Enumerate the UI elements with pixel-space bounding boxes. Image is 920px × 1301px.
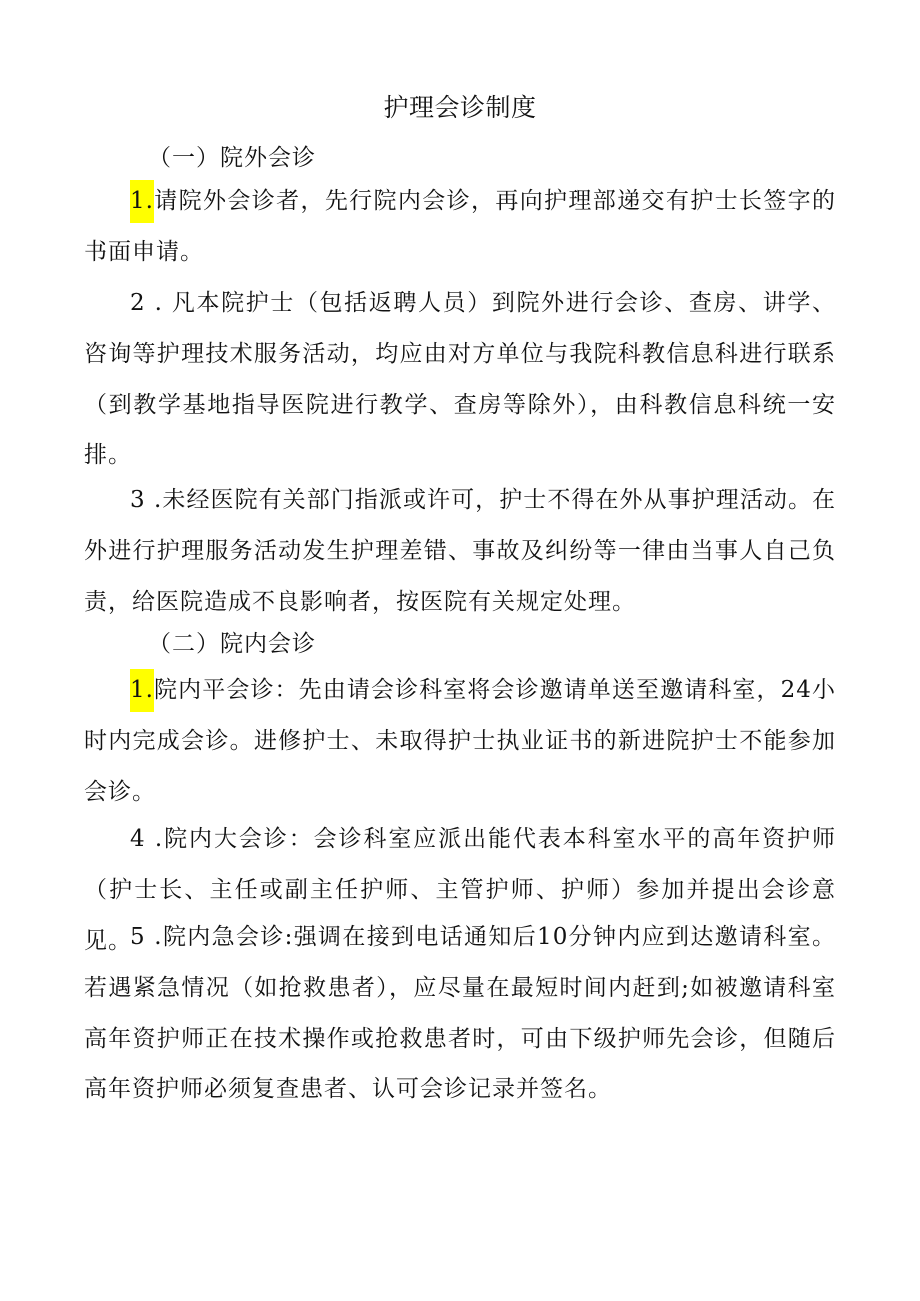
section-heading-external: （一）院外会诊 (148, 145, 316, 171)
paragraph-text: 请院外会诊者，先行院内会诊，再向护理部递交有护士长签字的书面申请。 (84, 188, 836, 265)
document-title: 护理会诊制度 (383, 93, 537, 122)
paragraph-external-2 (84, 278, 836, 481)
paragraph-text: 院内急会诊:强调在接到电话通知后10分钟内应到达邀请科室。若遇紧急情况（如抢救患者），应尽量在最短时间内赶到;如被邀请科室高年资护师正在技术操作或抢救患者时，可由下级护师先会诊，但随后高年资护师必须复查患者、认可会诊记录并签名。 (84, 924, 837, 1103)
item-separator: . (145, 924, 163, 950)
item-separator: . (145, 487, 163, 513)
item-separator: . (145, 826, 164, 852)
paragraph-text: 院内大会诊：会诊科室应派出能代表本科室水平的高年资护师（护士长、主任或副主任护师、主管护师、护师）参加并提出会诊意见。 (84, 826, 837, 954)
paragraph-internal-5 (84, 912, 836, 1115)
item-number: 2 (130, 290, 146, 316)
paragraph-text: 院内平会诊：先由请会诊科室将会诊邀请单送至邀请科室，24小时内完成会诊。进修护士、未取得护士执业证书的新进院护士不能参加会诊。 (84, 677, 836, 805)
paragraph-external-1 (84, 176, 836, 278)
item-separator: . (145, 290, 172, 316)
section-heading-internal: （二）院内会诊 (148, 631, 316, 657)
paragraph-text: 凡本院护士（包括返聘人员）到院外进行会诊、查房、讲学、咨询等护理技术服务活动，均应由对方单位与我院科教信息科进行联系（到教学基地指导医院进行教学、查房等除外），由科教信息科统一安排。 (84, 290, 837, 469)
paragraph-internal-1 (84, 665, 836, 817)
paragraph-text: 未经医院有关部门指派或许可，护士不得在外从事护理活动。在外进行护理服务活动发生护理差错、事故及纠纷等一律由当事人自己负责，给医院造成不良影响者，按医院有关规定处理。 (84, 487, 837, 615)
item-number: 4 (130, 826, 146, 852)
item-number: 3 (130, 487, 146, 513)
paragraph-external-3 (84, 475, 836, 627)
item-number-highlighted: 1. (130, 669, 154, 712)
item-number-highlighted: 1. (130, 180, 154, 223)
item-number: 5 (130, 924, 146, 950)
